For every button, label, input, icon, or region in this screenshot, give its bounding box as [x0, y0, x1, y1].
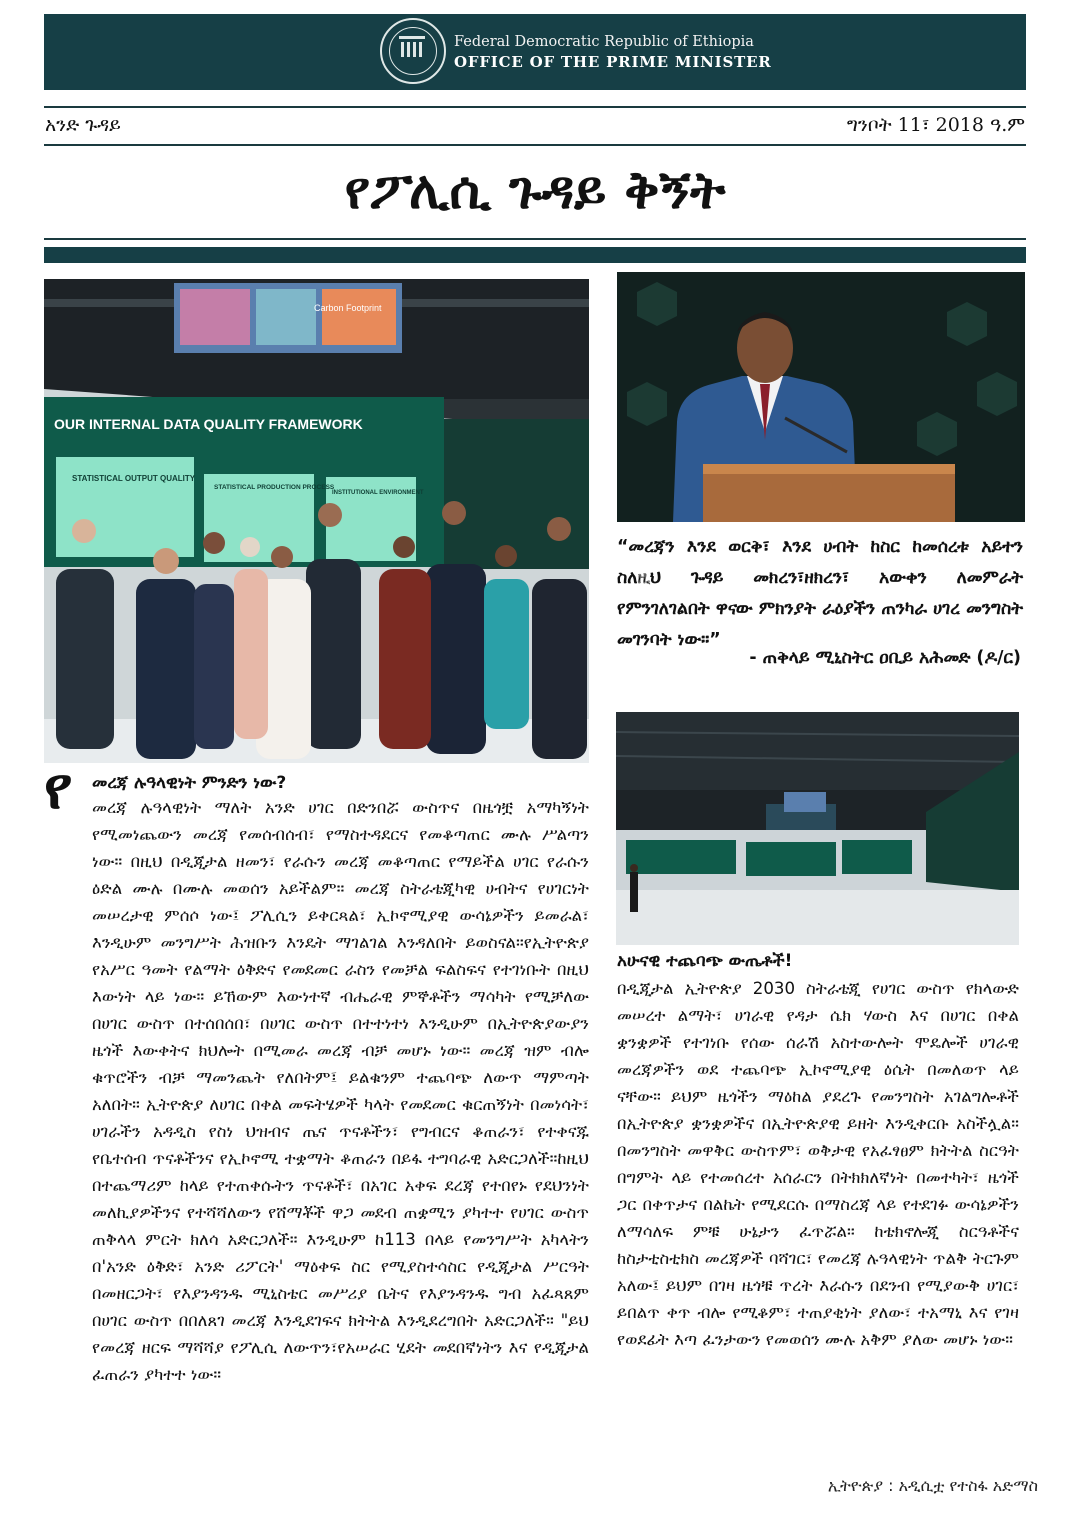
screen-heading: OUR INTERNAL DATA QUALITY FRAMEWORK — [54, 416, 363, 432]
photo-prime-minister-podium — [617, 272, 1025, 522]
issue-date: ግንቦት 11፣ 2018 ዓ.ም — [846, 114, 1025, 136]
pm-quote: “መረጃን እንደ ወርቅ፣ እንደ ሀብት ከስር ከመሰረቱ አይተን ስለዚህ ጉዳይ መክረን፣ዘክረን፣ አውቀን ለመምራት የምንገለገልበት ዋናው ምክንያት ራዕያችን ጠንካራ ሀገረ መንግስት መገንባት ነው።” — [617, 537, 1023, 650]
issue-label: አንድ ጉዳይ — [45, 114, 121, 136]
page-title: የፖሊሲ ጉዳይ ቅኝት — [344, 161, 726, 221]
panel-production-process: STATISTICAL PRODUCTION PROCESS — [214, 484, 335, 491]
header-country: Federal Democratic Republic of Ethiopia — [454, 34, 754, 50]
photo-data-framework — [44, 279, 589, 763]
drop-cap: የ — [44, 754, 73, 822]
office-seal-icon — [380, 18, 446, 84]
panel-institutional: INSTITUTIONAL ENVIRONMENT — [332, 490, 424, 496]
mid-rule — [44, 144, 1026, 146]
teal-bar — [44, 247, 1026, 263]
article-left-heading: መረጃ ሉዓላዊነት ምንድን ነው? — [92, 773, 287, 793]
quote-author: - ጠቅላይ ሚኒስትር ዐቢይ አሕመድ (ዶ/ር) — [749, 648, 1021, 668]
article-left-body: መረጃ ሉዓላዊነት ማለት አንድ ሀገር በድንበሯ ውስጥና በዜጎቿ አማካኝነት የሚመነጨውን መረጃ የመሰብሰብ፣ የማስተዳደርና የመቆጣጠር ሙሉ ሥልጣን ነው። በዚህ በዲጂታል ዘመን፣ የራሱን መረጃ መቆጣጠር የማይችል ሀገር የራሱን ዕድል ሙሉ በሙሉ መወሰን አይችልም። መረጃ ስትራቴጂካዊ ሀብትና የሀገርነት መሠረታዊ ምሰሶ ነው፤ ፖሊሲን ይቀርጻል፣ ኢኮኖሚያዊ ውሳኔዎችን ይመራል፣ እንዲሁም መንግሥት ሕዝቡን እንዴት ማገልገል እንዳለበት ይወስናል።የኢትዮጵያ የአሥር ዓመት የልማት ዕቅድና የመደመር ራስን የመቻል ፍልስፍና የተገነቡት በዚህ እውነት ላይ ነው። ይኸውም እውነተኛ ብሔራዊ ምኞቶችን ማሳካት የሚቻለው በሀገር ውስጥ በተሰበሰበ፣ በሀገር ውስጥ በተተነተነ እንዲሁም በኢትዮጵያውያን ዜጎች እውቀትና ክህሎት በሚመራ መረጃ ብቻ መሆኑ ነው። መረጃ ዝም ብሎ ቁጥሮችን ብቻ ማመንጨት የለበትም፤ ይልቁንም ተጨባጭ ለውጥ ማምጣት አለበት። ኢትዮጵያ ለሀገር በቀል መፍትሄዎች ካላት የመደመር ቁርጠኝነት በመነሳት፣ ሀገራችን አዳዲስ የስነ ህዝብና ጤና ጥናቶችን፣ የግብርና ቆጠራን፣ የተቀናጁ የቤተሰብ ጥናቶችንና የኢኮኖሚ ተቋማት ቆጠራን በይፋ ተግባራዊ አድርጋለች።ከዚህ በተጨማሪም ከላይ የተጠቀሱትን ጥናቶች፣ በአገር አቀፍ ደረጃ የተበየኑ የደህንነት መለኪያዎችንና የተሻሻለውን የሸማቾች ዋጋ መደብ ጠቋሚን ያካተተ የሀገር ውስጥ ጠቅላላ ምርት ክለሳ አድርጋለች። እንዲሁም ከ113 በላይ የመንግሥት አካላትን በ'አንድ ዕቅድ፣ አንድ ሪፖርት' ማዕቀፍ ስር የሚያስተሳስር የዲጂታል ሥርዓት በመዘርጋት፣ የእያንዳንዱ ሚኒስቴር መሥሪያ ቤትና የእያንዳንዱ ግብ አፈጻጸም በሀገር ውስጥ በበለጸገ መረጃ እንዲደገፍና ክትትል እንዲደረግበት አድርጋለች። "ይህ የመረጃ ዘርፍ ማሻሻያ የፖሊሲ ለውጥን፣የአሠራር ሂደት መደበኛነትን እና የዲጂታል ፈጠራን ያካተተ ነው። — [92, 798, 589, 1384]
article-right-body: በዲጂታል ኢትዮጵያ 2030 ስትራቴጂ የሀገር ውስጥ የክላውድ መሠረተ ልማት፣ ሀገራዊ የዳታ ሴክ ሃውስ እና በሀገር በቀል ቋንቋዎች የተገነቡ የሰው ሰራሽ አስተውሎት ሞዴሎች ሀገራዊ መረጃዎችን ወደ ተጨባጭ ኢኮኖሚያዊ ዕሴት በመለወጥ ላይ ናቸው። ይህም ዜጎችን ማዕከል ያደረጉ የመንግስት አገልግሎቶች በኢትዮጵያ ቋንቋዎችና በኢትዮጵያዊ ይዘት እንዲቀርቡ አስችሏል። በመንግስት መዋቅር ውስጥም፣ ወቅታዊ የአፈፃፀም ክትትል ስርዓት በግምት ላይ የተመሰረተ አሰራርን በትክክለኛነት በመተካት፣ ዜጎች ጋር በቀጥታና በልኬት የሚደርሱ በማስረጃ ላይ የተደገፉ ውሳኔዎችን ለማሳለፍ ምቹ ሁኔታን ፈጥሯል። ከቴክኖሎጂ ስርዓቶችና ከስታቲስቲክስ መረጃዎች ባሻገር፣ የመረጃ ሉዓላዊነት ጥልቅ ትርጉም አለው፤ ይህም በገዛ ዜጎቹ ጥረት እራሱን በደንብ የሚያውቅ ሀገር፣ ይበልጥ ቀጥ ብሎ የሚቆም፣ ተጠያቂነት ያለው፣ ተአማኒ እና የገዛ የወደፊት እጣ ፈንታውን የመወሰን ሙሉ አቅም ያለው መሆኑ ነው። — [617, 979, 1019, 1349]
header-office: OFFICE OF THE PRIME MINISTER — [454, 53, 772, 71]
footer-slogan: ኢትዮጵያ : አዲሲቷ የተስፋ አድማስ — [827, 1476, 1038, 1495]
photo-exhibition-hall — [616, 712, 1019, 945]
article-right-heading: አሁናዊ ተጨባጭ ውጤቶች! — [617, 951, 793, 971]
top-rule — [44, 106, 1026, 108]
title-rule — [44, 238, 1026, 240]
panel-output-quality: STATISTICAL OUTPUT QUALITY — [72, 474, 196, 483]
top-screen-label: Carbon Footprint — [314, 303, 382, 313]
header-banner — [44, 14, 1026, 90]
